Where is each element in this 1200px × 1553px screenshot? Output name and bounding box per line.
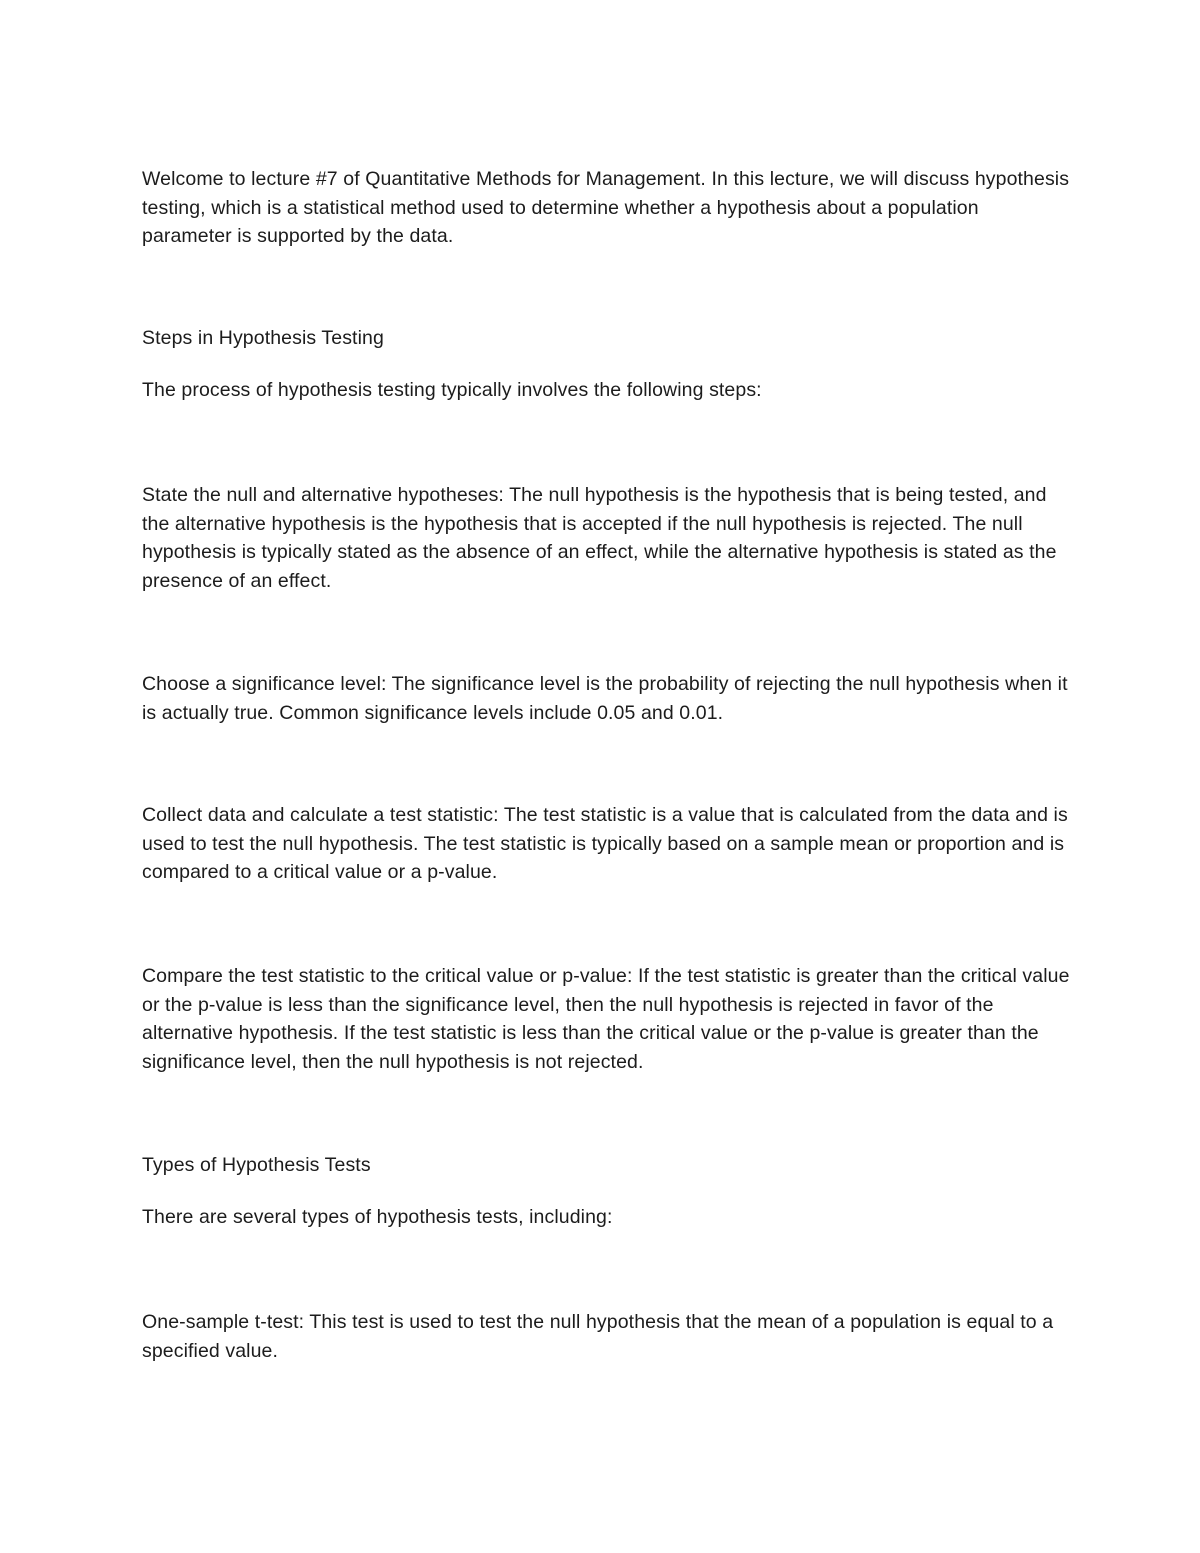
step-state-hypotheses: State the null and alternative hypotheses: The null hypothesis is the hypothesis that is being tested, and the alternative hypothesis is the hypothesis that is accepted if the null hypothesis is rejected. The null hypothesis is typically stated as the absence of an effect, while the alternative hypothesis is stated as the presence of an effect. bbox=[142, 484, 1057, 592]
type-one-sample-t-test: One-sample t-test: This test is used to test the null hypothesis that the mean of a population is equal to a specified value. bbox=[142, 1311, 1054, 1362]
steps-heading: Steps in Hypothesis Testing bbox=[142, 327, 384, 349]
types-lead-paragraph: There are several types of hypothesis tests, including: bbox=[142, 1206, 613, 1228]
step-test-statistic: Collect data and calculate a test statistic: The test statistic is a value that is calculated from the data and is used to test the null hypothesis. The test statistic is typically based on a sample mean or proportion and is compared to a critical value or a p-value. bbox=[142, 804, 1068, 883]
step-significance-level: Choose a significance level: The significance level is the probability of rejecting the null hypothesis when it is actually true. Common significance levels include 0.05 and 0.01. bbox=[142, 673, 1068, 724]
steps-lead-paragraph: The process of hypothesis testing typically involves the following steps: bbox=[142, 379, 762, 401]
types-heading: Types of Hypothesis Tests bbox=[142, 1154, 371, 1176]
intro-paragraph: Welcome to lecture #7 of Quantitative Methods for Management. In this lecture, we will discuss hypothesis testing, which is a statistical method used to determine whether a hypothesis about a population parameter is supported by the data. bbox=[142, 168, 1070, 247]
step-compare: Compare the test statistic to the critical value or p-value: If the test statistic is greater than the critical value or the p-value is less than the significance level, then the null hypothesis is rejected in favor of the alternative hypothesis. If the test statistic is less than the critical value or the p-value is greater than the significance level, then the null hypothesis is not rejected. bbox=[142, 965, 1070, 1073]
